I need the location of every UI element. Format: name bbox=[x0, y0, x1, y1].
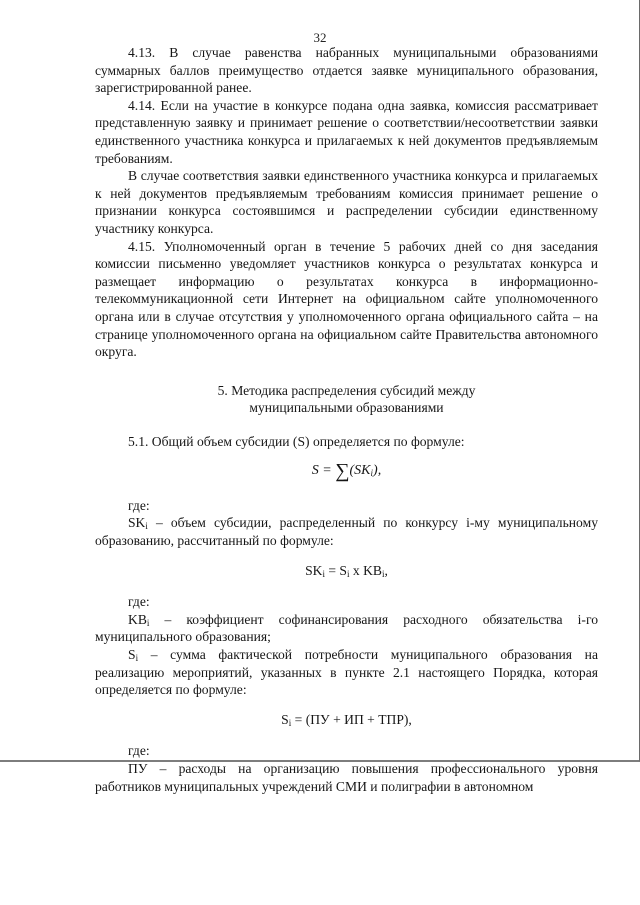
formula-total-subsidy: $S = \sum(SK_i)$, bbox=[311, 460, 382, 483]
section-heading-line1: 5. Методика распределения субсидий между bbox=[217, 382, 476, 398]
paragraph-5-1: 5.1. Общий объем субсидии (S) определяется по формуле: bbox=[128, 433, 465, 449]
sum-symbol: ∑ bbox=[335, 460, 350, 483]
definition-pu: ПУ – расходы на организацию повышения профессионального уровня работников муниципальных учреждений СМИ и полиграфии в автономном bbox=[95, 761, 598, 794]
section-heading-line2: муниципальными образованиями bbox=[249, 399, 444, 415]
page-number: 32 bbox=[313, 30, 327, 45]
where-label-1: где: bbox=[128, 497, 150, 513]
page-content bbox=[95, 44, 598, 795]
definition-ski: $SK_i$ – объем субсидии, распределенный по конкурсу i-му муниципальному образованию, рассчитанный по формуле: bbox=[95, 515, 598, 549]
section-heading bbox=[95, 382, 598, 416]
paragraph-single-applicant: В случае соответствия заявки единственного участника конкурса и прилагаемых к ней документов предъявляемым требованиям комиссия принимает решение о признании конкурса состоявшимся и распределении субсидии единственному участнику конкурса. bbox=[95, 168, 598, 236]
definition-si: $S_i$ – сумма фактической потребности муниципального образования на реализацию мероприятий, указанных в пункте 2.1 настоящего Порядка, которая определяется по формуле: bbox=[95, 647, 598, 698]
paragraph-4-14: 4.14. Если на участие в конкурсе подана одна заявка, комиссия рассматривает представленную заявку и принимает решение о соответствии/несоответствии заявки единственного участника конкурса и прилагаемых к ней документов предъявляемым требованиям. bbox=[95, 97, 598, 166]
formula-ski: $SK_i = S_i$ x $KB_i$, bbox=[305, 562, 388, 579]
where-label-3: где: bbox=[128, 743, 150, 759]
formula-si: $S_i = (ПУ$ + ИП + ТПР), bbox=[281, 711, 412, 728]
where-label-2: где: bbox=[128, 594, 150, 610]
paragraph-4-13: 4.13. В случае равенства набранных муниципальными образованиями суммарных баллов преимущество отдается заявке муниципального образования, зарегистрированной ранее. bbox=[95, 45, 598, 96]
paragraph-4-15: 4.15. Уполномоченный орган в течение 5 рабочих дней со дня заседания комиссии письменно уведомляет участников конкурса о результатах конкурса и размещает информацию о результатах конкурса в информационно-телекоммуникационной сети Интернет на официальном сайте уполномоченного органа или в случае отсутствия у уполномоченного органа официального сайта – на странице уполномоченного органа на официальном сайте Правительства автономного округа. bbox=[95, 238, 598, 360]
definition-kbi: $KB_i$ – коэффициент софинансирования расходного обязательства i-го муниципального образования; bbox=[95, 611, 598, 645]
